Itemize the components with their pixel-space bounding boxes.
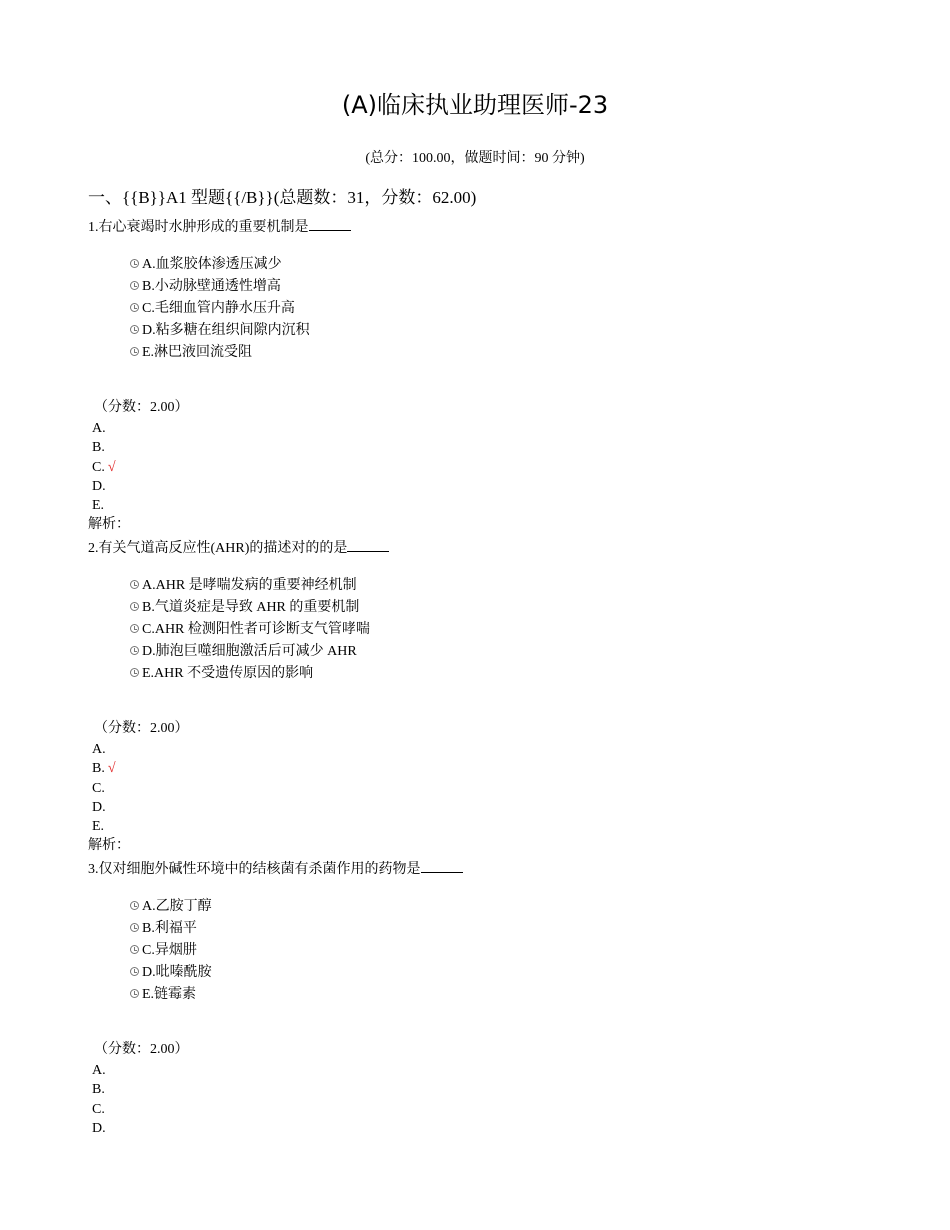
option-label: B.气道炎症是导致 AHR 的重要机制 [142,600,360,615]
radio-icon[interactable] [130,668,139,677]
option-label: E.淋巴液回流受阻 [142,345,253,360]
radio-icon[interactable] [130,945,139,954]
answer-letter: C. [92,780,105,796]
option-label: D.吡嗪酰胺 [142,965,212,980]
question-3 [88,860,888,1136]
answer-letter: E. [92,819,105,835]
answer-row-c [88,458,688,477]
option-e[interactable] [130,984,212,1006]
radio-icon[interactable] [130,901,139,910]
option-a[interactable] [130,254,310,276]
answer-letter: B. [92,440,105,456]
option-label: A.AHR 是哮喘发病的重要神经机制 [142,578,357,593]
question-stem [88,218,888,238]
option-label: C.异烟肼 [142,943,197,958]
answer-key [88,719,688,857]
option-list [130,575,370,685]
radio-icon[interactable] [130,967,139,976]
radio-icon[interactable] [130,646,139,655]
exam-subtitle: (总分：100.00，做题时间：90 分钟) [365,151,585,166]
radio-icon[interactable] [130,259,139,268]
answer-letter: A. [92,1063,106,1078]
answer-letter: C. [92,1101,105,1117]
option-c[interactable] [130,940,212,962]
correct-mark: √ [107,761,116,777]
option-b[interactable] [130,597,370,619]
option-label: A.乙胺丁醇 [142,899,212,914]
answer-letter: C. [92,459,105,475]
option-label: B.小动脉壁通透性增高 [142,279,281,294]
option-label: B.利福平 [142,921,197,936]
page-title: (A)临床执业助理医师-23 [341,91,609,119]
answer-key [88,398,688,536]
option-label: C.毛细血管内静水压升高 [142,301,295,316]
section-header: 一、{{B}}A1 型题{{/B}}(总题数：31，分数：62.00) [88,188,477,207]
option-a[interactable] [130,896,212,918]
answer-letter: B. [92,1082,105,1098]
answer-blank [421,860,463,873]
answer-row-b [88,438,688,457]
radio-icon[interactable] [130,281,139,290]
option-list [130,254,310,364]
option-c[interactable] [130,619,370,641]
answer-row-d [88,477,688,496]
answer-letter: D. [92,799,106,815]
answer-letter: B. [92,761,105,777]
option-label: A.血浆胶体渗透压减少 [142,257,282,272]
option-c[interactable] [130,298,310,320]
option-label: E.AHR 不受遗传原因的影响 [142,666,314,681]
radio-icon[interactable] [130,347,139,356]
radio-icon[interactable] [130,989,139,998]
answer-row-b [88,759,688,778]
answer-row-a [88,1061,688,1080]
answer-row-b [88,1080,688,1099]
correct-mark: √ [107,459,116,475]
option-label: C.AHR 检测阳性者可诊断支气管哮喘 [142,622,370,637]
question-1 [88,218,888,533]
answer-letter: E. [92,498,105,514]
question-stem-text: 1.右心衰竭时水肿形成的重要机制是 [88,220,309,235]
answer-row-d [88,798,688,817]
answer-row-a [88,419,688,438]
radio-icon[interactable] [130,325,139,334]
option-d[interactable] [130,962,212,984]
answer-letter: A. [92,742,106,757]
answer-blank [347,539,389,552]
question-stem [88,539,888,559]
question-2 [88,539,888,854]
answer-row-c [88,1100,688,1119]
radio-icon[interactable] [130,624,139,633]
answer-letter: D. [92,478,106,494]
answer-row-e [88,817,688,836]
question-stem-text: 2.有关气道高反应性(AHR)的描述对的的是 [88,541,348,556]
option-d[interactable] [130,320,310,342]
score-label: （分数：2.00） [94,1042,189,1057]
option-label: E.链霉素 [142,987,197,1002]
option-a[interactable] [130,575,370,597]
radio-icon[interactable] [130,580,139,589]
radio-icon[interactable] [130,303,139,312]
answer-row-e [88,496,688,515]
answer-key [88,1040,688,1138]
option-e[interactable] [130,663,370,685]
radio-icon[interactable] [130,923,139,932]
radio-icon[interactable] [130,602,139,611]
option-b[interactable] [130,276,310,298]
answer-letter: A. [92,421,106,436]
score-label: （分数：2.00） [94,400,189,415]
option-b[interactable] [130,918,212,940]
option-label: D.肺泡巨噬细胞激活后可减少 AHR [142,644,357,659]
score-label: （分数：2.00） [94,721,189,736]
analysis-label: 解析： [88,517,130,533]
option-e[interactable] [130,342,310,364]
answer-row-d [88,1119,688,1138]
analysis-label: 解析： [88,838,130,854]
answer-blank [309,218,351,231]
answer-letter: D. [92,1120,106,1136]
answer-row-c [88,779,688,798]
answer-row-a [88,740,688,759]
question-stem-text: 3.仅对细胞外碱性环境中的结核菌有杀菌作用的药物是 [88,862,421,877]
option-list [130,896,212,1006]
option-label: D.粘多糖在组织间隙内沉积 [142,323,310,338]
question-stem [88,860,888,880]
option-d[interactable] [130,641,370,663]
